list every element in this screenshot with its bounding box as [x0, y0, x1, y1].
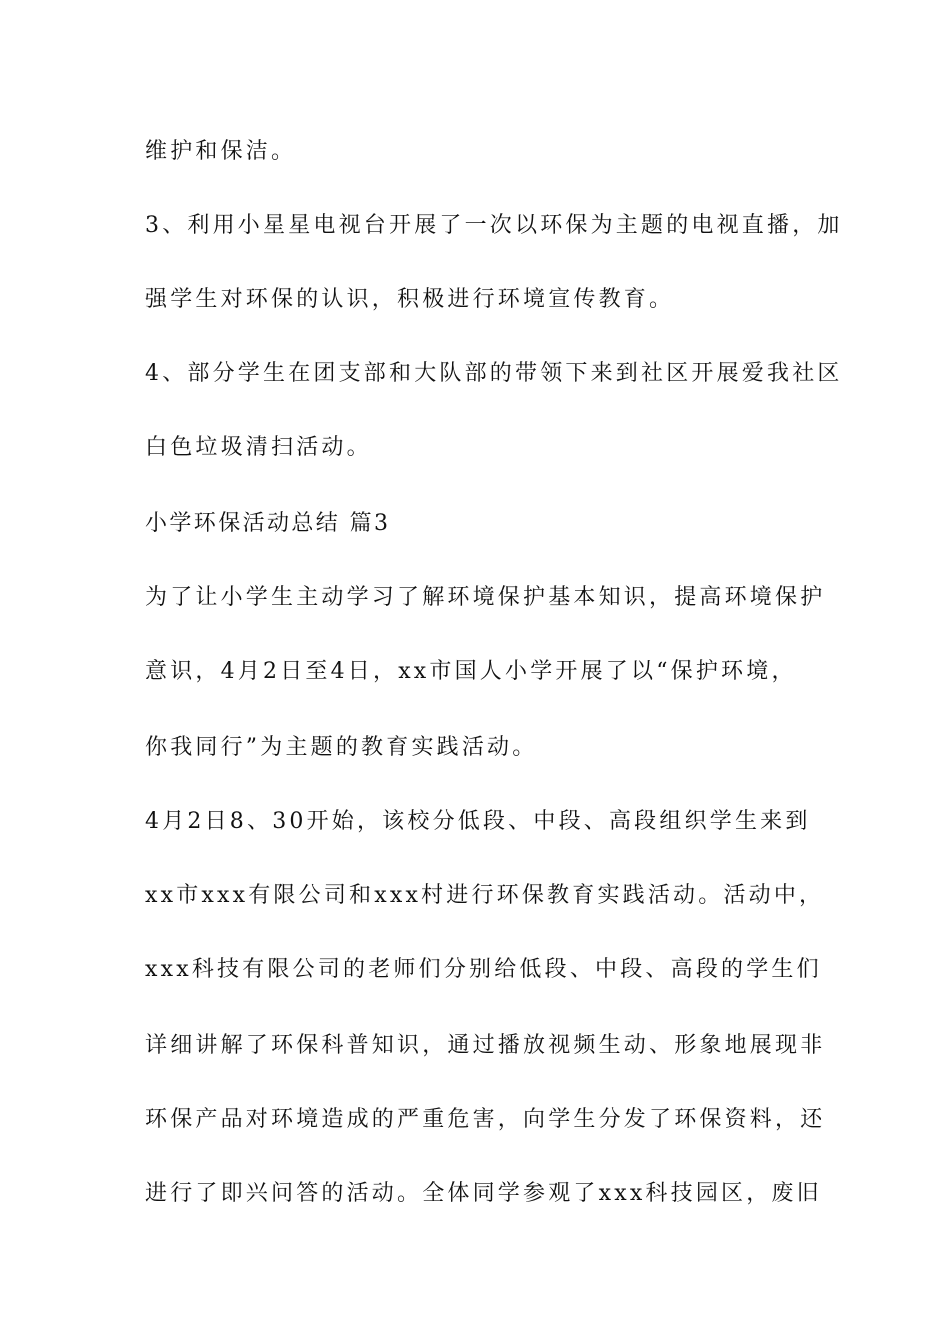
- section-heading: 小学环保活动总结 篇3: [145, 511, 391, 536]
- text-line: 强学生对环保的认识，积极进行环境宣传教育。: [145, 287, 675, 312]
- text-line: 为了让小学生主动学习了解环境保护基本知识，提高环境保护: [145, 585, 826, 610]
- text-line: 环保产品对环境造成的严重危害，向学生分发了环保资料，还: [145, 1107, 826, 1132]
- text-line: 4、部分学生在团支部和大队部的带领下来到社区开展爱我社区: [145, 361, 843, 386]
- text-line: 白色垃圾清扫活动。: [145, 435, 372, 460]
- text-line: 3、利用小星星电视台开展了一次以环保为主题的电视直播，加: [145, 213, 843, 238]
- text-line: xx市xxx有限公司和xxx村进行环保教育实践活动。活动中，: [145, 883, 825, 908]
- text-line: 你我同行”为主题的教育实践活动。: [145, 735, 538, 760]
- text-line: xxx科技有限公司的老师们分别给低段、中段、高段的学生们: [145, 957, 822, 982]
- text-line: 4月2日8、30开始，该校分低段、中段、高段组织学生来到: [145, 809, 811, 834]
- text-line: 进行了即兴问答的活动。全体同学参观了xxx科技园区，废旧: [145, 1181, 822, 1206]
- text-line: 维护和保洁。: [145, 139, 297, 164]
- text-line: 意识，4月2日至4日，xx市国人小学开展了以“保护环境，: [145, 659, 797, 684]
- text-line: 详细讲解了环保科普知识，通过播放视频生动、形象地展现非: [145, 1033, 826, 1058]
